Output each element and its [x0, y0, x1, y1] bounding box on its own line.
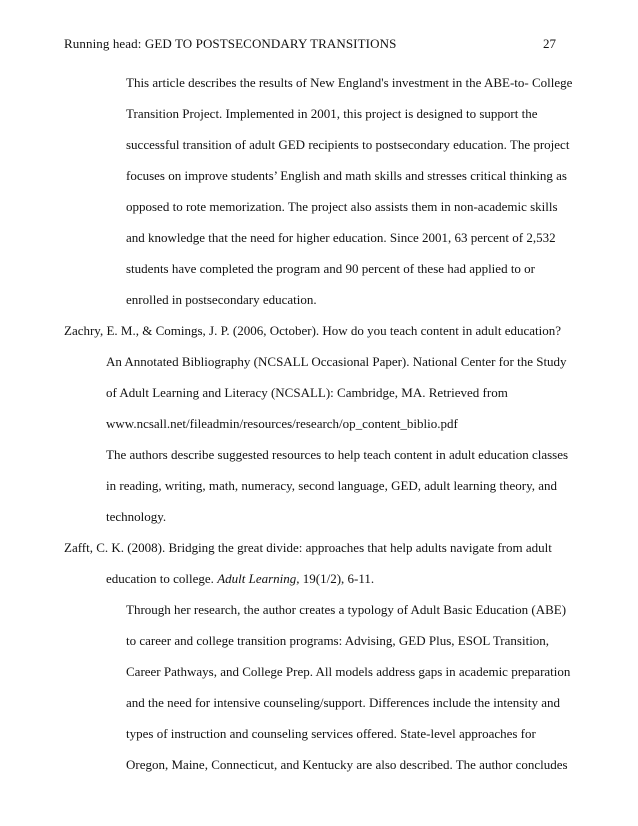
journal-title: Adult Learning,: [217, 571, 300, 586]
reference-zachry-line: Zachry, E. M., & Comings, J. P. (2006, October). How do you teach content in adult education?: [64, 323, 562, 338]
annotation-line: Career Pathways, and College Prep. All models address gaps in academic preparation: [126, 664, 571, 679]
annotation-line: and the need for intensive counseling/support. Differences include the intensity and: [126, 695, 561, 710]
reference-zachry-line: An Annotated Bibliography (NCSALL Occasional Paper). National Center for the Study: [106, 354, 567, 369]
annotation-line: technology.: [106, 509, 167, 524]
annotation-line: in reading, writing, math, numeracy, second language, GED, adult learning theory, and: [106, 478, 558, 493]
reference-zafft-text: 19(1/2), 6-11.: [299, 571, 375, 586]
annotation-line: focuses on improve students’ English and math skills and stresses critical thinking as: [126, 168, 567, 183]
annotation-line: to career and college transition programs: Advising, GED Plus, ESOL Transition,: [126, 633, 550, 648]
annotation-line: successful transition of adult GED recipients to postsecondary education. The project: [126, 137, 570, 152]
reference-zafft-line: Zafft, C. K. (2008). Bridging the great divide: approaches that help adults navigate from adult: [64, 540, 552, 555]
annotation-line: Through her research, the author creates a typology of Adult Basic Education (ABE): [126, 602, 567, 617]
annotation-line: students have completed the program and 90 percent of these had applied to or: [126, 261, 536, 276]
annotation-line: opposed to rote memorization. The project also assists them in non-academic skills: [126, 199, 558, 214]
reference-zachry-url: www.ncsall.net/fileadmin/resources/research/op_content_biblio.pdf: [106, 416, 458, 431]
reference-zachry-line: of Adult Learning and Literacy (NCSALL): Cambridge, MA. Retrieved from: [106, 385, 508, 400]
reference-zafft-text: education to college.: [106, 571, 218, 586]
running-head: Running head: GED TO POSTSECONDARY TRANSITIONS: [64, 36, 397, 51]
page-number: 27: [543, 36, 556, 51]
reference-zafft-line: [106, 571, 374, 587]
annotation-line: The authors describe suggested resources to help teach content in adult education classes: [106, 447, 569, 462]
annotation-line: This article describes the results of New England's investment in the ABE-to- College: [126, 75, 573, 90]
annotation-line: Transition Project. Implemented in 2001, this project is designed to support the: [126, 106, 538, 121]
annotation-line: types of instruction and counseling services offered. State-level approaches for: [126, 726, 536, 741]
annotation-line: and knowledge that the need for higher education. Since 2001, 63 percent of 2,532: [126, 230, 556, 245]
annotation-line: Oregon, Maine, Connecticut, and Kentucky are also described. The author concludes: [126, 757, 568, 772]
annotation-line: enrolled in postsecondary education.: [126, 292, 317, 307]
